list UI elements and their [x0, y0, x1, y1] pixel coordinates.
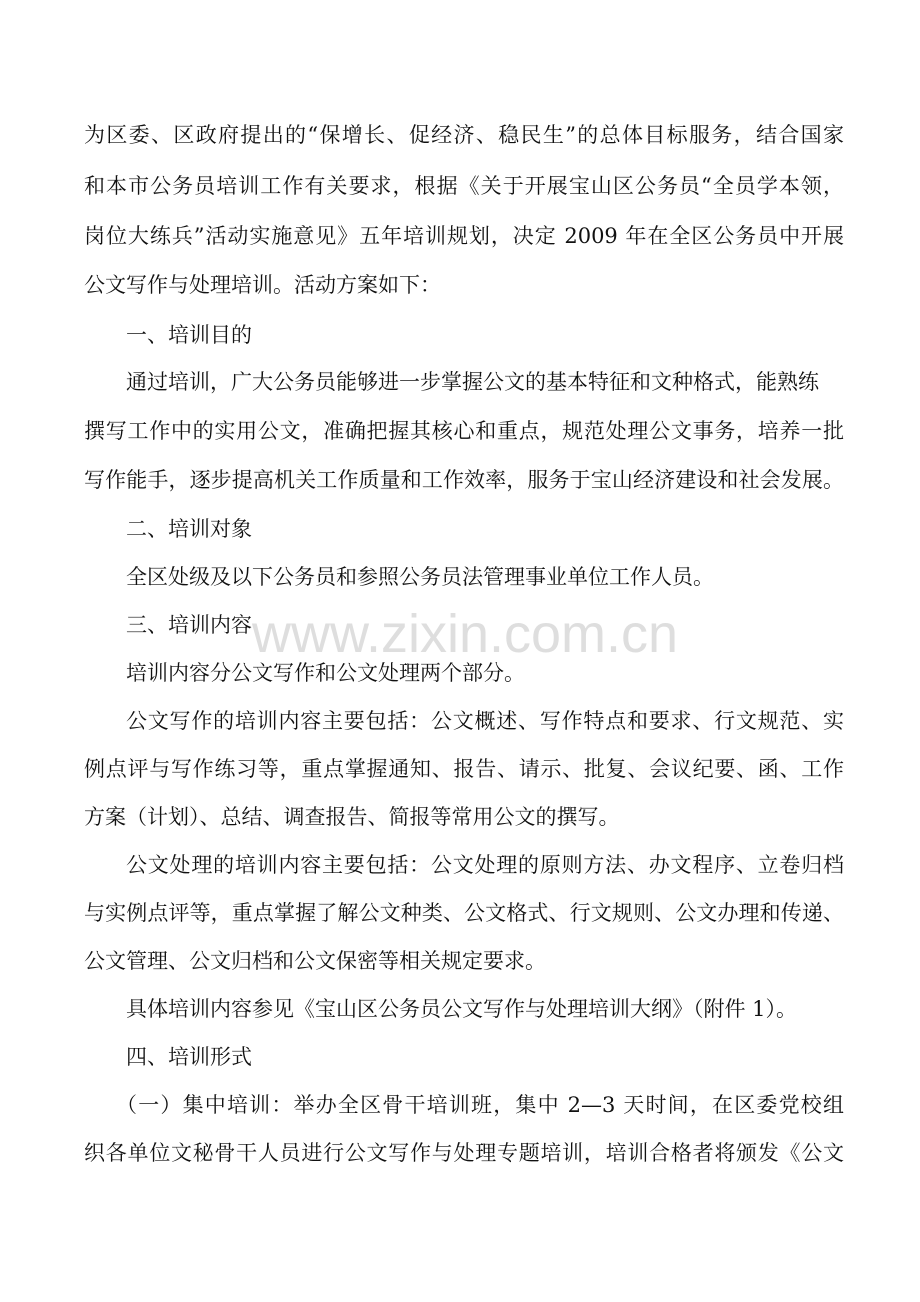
- paragraph-line-processing-2: 与实例点评等，重点掌握了解公文种类、公文格式、行文规则、公文办理和传递、: [84, 901, 844, 925]
- paragraph-line-audience: 全区处级及以下公务员和参照公务员法管理事业单位工作人员。: [126, 565, 714, 589]
- section-heading-audience: 二、培训对象: [126, 517, 252, 541]
- paragraph-line-4: 公文写作与处理培训。活动方案如下：: [84, 273, 441, 297]
- section-heading-format: 四、培训形式: [126, 1045, 252, 1069]
- paragraph-line-writing-3: 方案（计划）、总结、调查报告、简报等常用公文的撰写。: [84, 805, 620, 829]
- paragraph-line-processing-1: 公文处理的培训内容主要包括：公文处理的原则方法、办文程序、立卷归档: [126, 853, 844, 877]
- section-heading-purpose: 一、培训目的: [126, 323, 252, 347]
- paragraph-line-purpose-2: 撰写工作中的实用公文，准确把握其核心和重点，规范处理公文事务，培养一批: [84, 419, 844, 443]
- paragraph-line-purpose-3: 写作能手，逐步提高机关工作质量和工作效率，服务于宝山经济建设和社会发展。: [84, 468, 844, 492]
- section-heading-content: 三、培训内容: [126, 613, 252, 637]
- paragraph-line-purpose-1: 通过培训，广大公务员能够进一步掌握公文的基本特征和文种格式，能熟练: [126, 370, 819, 394]
- paragraph-line-processing-3: 公文管理、公文归档和公文保密等相关规定要求。: [84, 949, 546, 973]
- paragraph-line-format-1: （一）集中培训：举办全区骨干培训班，集中 2—3 天时间，在区委党校组: [116, 1093, 844, 1117]
- paragraph-line-1: 为区委、区政府提出的“保增长、促经济、稳民生”的总体目标服务，结合国家: [84, 123, 844, 147]
- paragraph-line-content-intro: 培训内容分公文写作和公文处理两个部分。: [126, 661, 525, 685]
- paragraph-line-3: 岗位大练兵”活动实施意见》五年培训规划，决定 2009 年在全区公务员中开展: [84, 224, 844, 248]
- paragraph-line-writing-2: 例点评与写作练习等，重点掌握通知、报告、请示、批复、会议纪要、函、工作: [84, 757, 844, 781]
- paragraph-line-writing-1: 公文写作的培训内容主要包括：公文概述、写作特点和要求、行文规范、实: [126, 709, 844, 733]
- paragraph-line-reference: 具体培训内容参见《宝山区公务员公文写作与处理培训大纲》（附件 1）。: [126, 997, 798, 1021]
- watermark-text: www.zixin.com.cn: [251, 604, 679, 664]
- paragraph-line-format-2: 织各单位文秘骨干人员进行公文写作与处理专题培训，培训合格者将颁发《公文: [84, 1141, 844, 1165]
- paragraph-line-2: 和本市公务员培训工作有关要求，根据《关于开展宝山区公务员“全员学本领，: [84, 174, 844, 198]
